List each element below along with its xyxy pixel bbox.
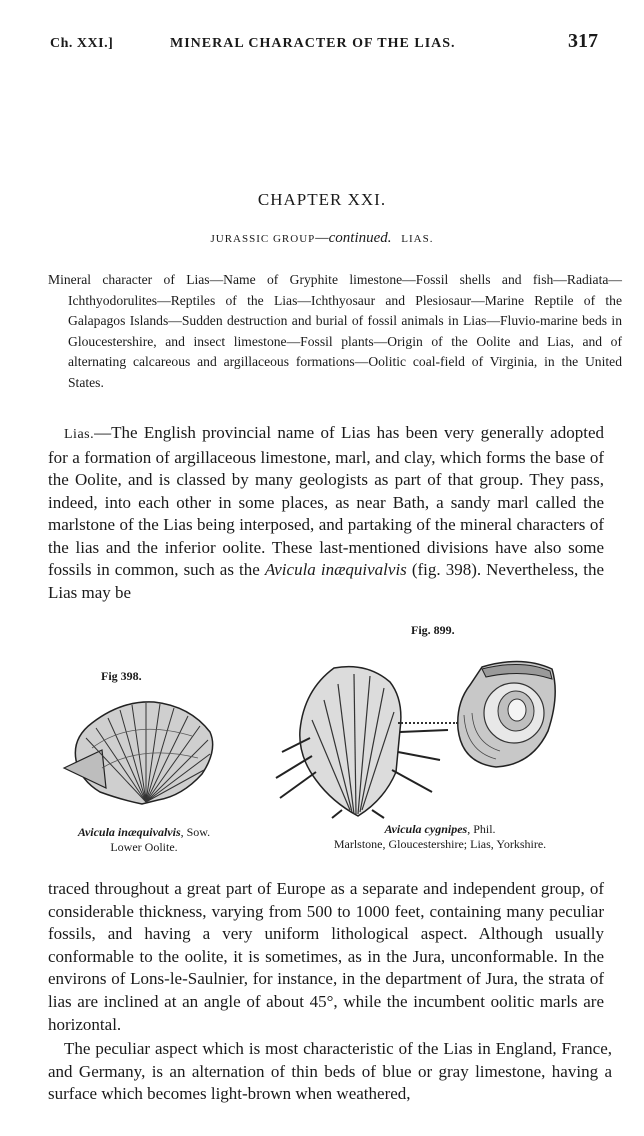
running-head: [50, 30, 598, 56]
avicula-inaequivalvis-shell-illustration: [62, 688, 222, 808]
subtitle-lias: LIAS.: [401, 233, 434, 245]
page-number: 317: [568, 30, 598, 52]
species-name: Avicula inæquivalvis: [264, 560, 407, 579]
caption-species: Avicula inæquivalvis: [77, 825, 181, 839]
avicula-cygnipes-section-illustration: [452, 655, 562, 775]
caption-locality: Marlstone, Gloucestershire; Lias, Yorkshire.: [333, 837, 547, 851]
chapter-subtitle: [0, 230, 644, 247]
paragraph-lias-aspect: The peculiar aspect which is most characteristic of the Lias in England, France, and Germany, is an alternation of thin beds of blue or gray limestone, having a surface which becomes light-brown when weathered,: [48, 1039, 612, 1104]
subtitle-continued: —continued.: [315, 230, 392, 246]
chapter-title: CHAPTER XXI.: [257, 190, 387, 209]
caption-author: , Phil.: [467, 822, 496, 836]
caption-author: , Sow.: [180, 825, 211, 839]
paragraph-lias-intro: [48, 422, 604, 604]
fig-398-caption: [44, 825, 244, 855]
chapter-reference: Ch. XXI.]: [50, 36, 114, 51]
paragraph-lias-extent: traced throughout a great part of Europe as a separate and independent group, of considerable thickness, varying from 500 to 1000 feet, containing many peculiar fossils, and having a very uniform lithological aspect. Although usually conformable to the oolite, it is sometimes, as in the Jura, unconformable. In the environs of Lons-le-Saulnier, for instance, in the department of Jura, the strata of lias are inclined at an angle of about 45°, while the incumbent oolitic marls are horizontal.: [48, 879, 604, 1034]
paragraph-text-b: (fig. 398). Nevertheless, the Lias may be: [48, 560, 605, 602]
caption-species: Avicula cygnipes: [384, 822, 468, 836]
running-title: MINERAL CHARACTER OF THE LIAS.: [170, 36, 456, 51]
caption-locality: Lower Oolite.: [110, 840, 178, 854]
subtitle-group: JURASSIC GROUP: [210, 233, 316, 245]
paragraph-lead: Lias.: [64, 427, 95, 442]
fig-399-caption: [290, 822, 590, 852]
fig-398-label: Fig 398.: [101, 669, 142, 683]
avicula-cygnipes-valve-illustration: [272, 660, 452, 820]
fig-399-label: Fig. 899.: [411, 623, 455, 637]
paragraph-text-a: —The English provincial name of Lias has been very generally adopted for a formation of argillaceous limestone, marl, and clay, which forms the base of the Oolite, and is classed by many geologists as part of that group. They pass, indeed, into each other in some places, as near Bath, a sandy marl called the marlstone of the Lias being interposed, and partaking of the mineral characters of the lias and the inferior oolite. These last-mentioned divisions have also some fossils in common, such as the: [48, 423, 604, 579]
dotted-leader: [398, 722, 458, 724]
chapter-summary: Mineral character of Lias—Name of Gryphite limestone—Fossil shells and fish—Radiata—Ichthyodorulites—Reptiles of the Lias—Ichthyosaur and Plesiosaur—Marine Reptile of the Galapagos Islands—Sudden destruction and burial of fossil animals in Lias—Fluvio-marine beds in Gloucestershire, and insect limestone—Fossil plants—Origin of the Oolite and Lias, and of alternating calcareous and argillaceous formations—Oolitic coal-field of Virginia, in the United States.: [48, 272, 622, 390]
